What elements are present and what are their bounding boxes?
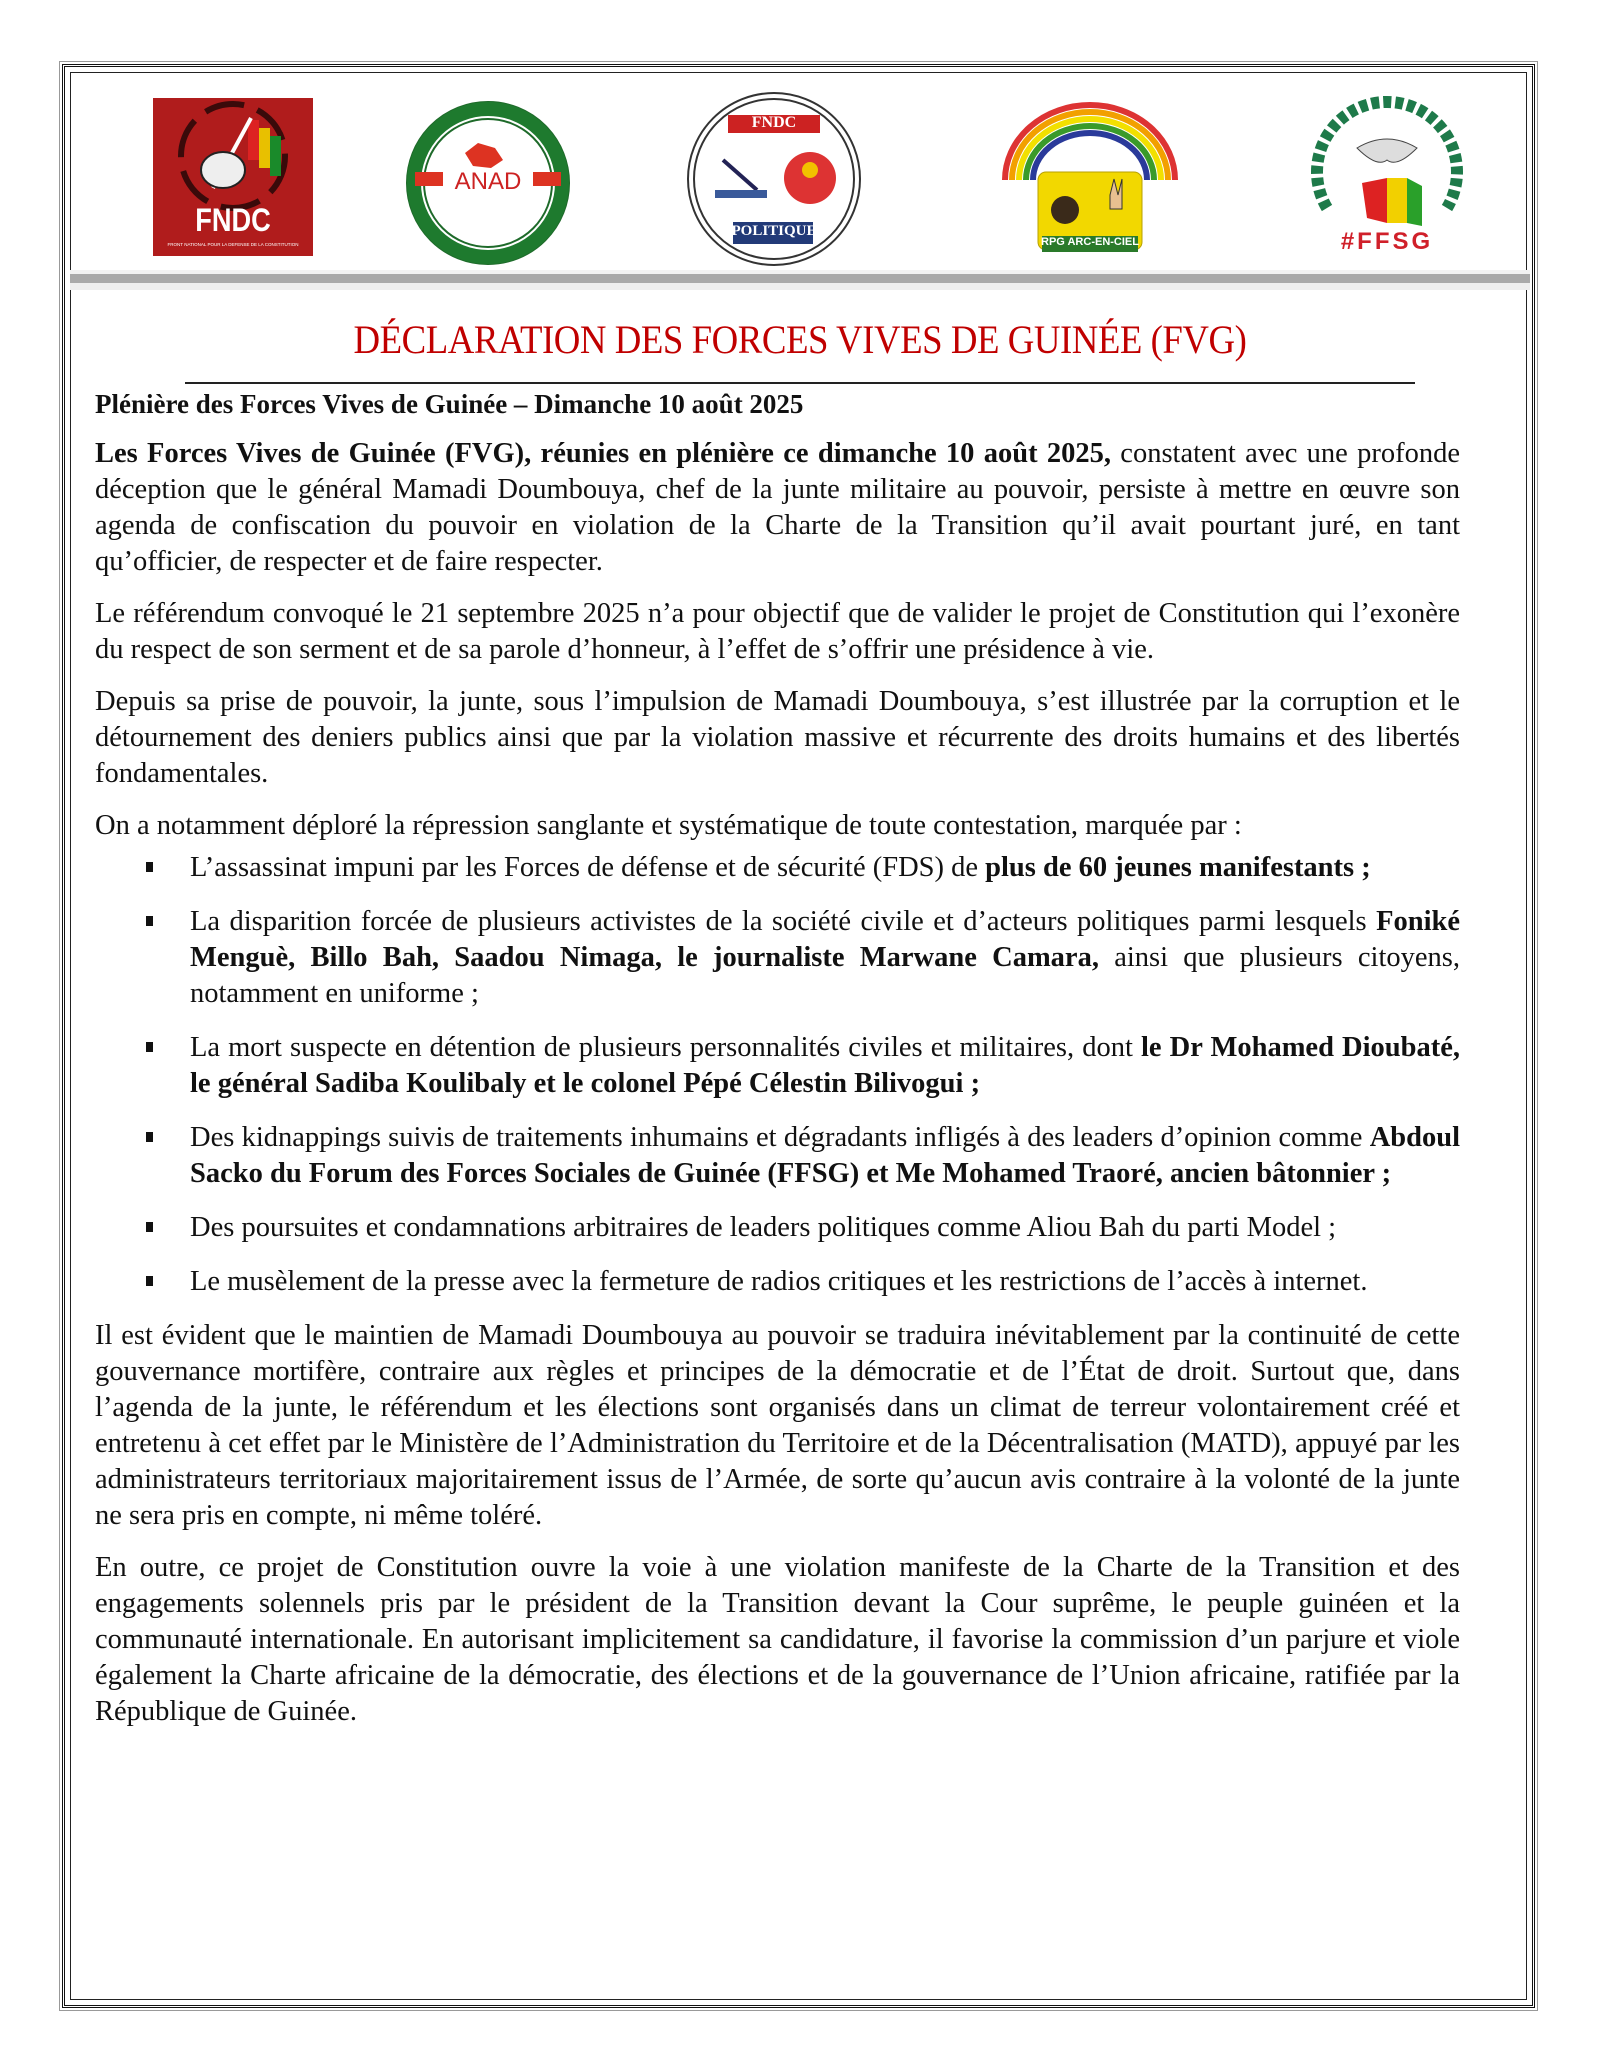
square-bullet-icon: [146, 1132, 153, 1142]
list-item: La mort suspecte en détention de plusieurs personnalités civiles et militaires, dont le Dr Mohamed Dioubaté, le général Sadiba Koulibaly et le colonel Pépé Célestin Bilivogui ;: [95, 1030, 1460, 1102]
paragraph-3: Depuis sa prise de pouvoir, la junte, sous l’impulsion de Mamadi Doumbouya, s’est illustrée par la corruption et le détournement des deniers publics ainsi que par la violation massive et récurrente des droits humains et des libertés fondamentales.: [95, 686, 1460, 789]
paragraph-1-text: constatent avec une profonde déception que le général Mamadi Doumbouya, chef de la junte militaire au pouvoir, persiste à mettre en œuvre son agenda de confiscation du pouvoir en violation de la Charte de la Transition qu’il avait pourtant juré, en tant qu’officier, de respecter et de faire respecter.: [95, 438, 1460, 577]
square-bullet-icon: [146, 1222, 153, 1232]
square-bullet-icon: [146, 916, 153, 926]
logo-anad: [403, 98, 573, 268]
logo-rpg-name: RPG ARC-EN-CIEL: [1041, 236, 1139, 248]
header-divider-band: [70, 270, 1530, 290]
logo-ffsg-name: #FFSG: [1340, 228, 1434, 255]
list-item: Des poursuites et condamnations arbitraires de leaders politiques comme Aliou Bah du parti Model ;: [95, 1210, 1460, 1246]
document-title: DÉCLARATION DES FORCES VIVES DE GUINÉE (FVG): [353, 317, 1247, 362]
logo-fndc-name: FNDC: [195, 202, 271, 238]
square-bullet-icon: [146, 862, 153, 872]
logo-rpg-arc-en-ciel: [990, 100, 1190, 260]
document-body: [95, 386, 1460, 1746]
square-bullet-icon: [146, 1042, 153, 1052]
list-item: Le musèlement de la presse avec la fermeture de radios critiques et les restrictions de l’accès à internet.: [95, 1264, 1460, 1300]
paragraph-1-bold: Les Forces Vives de Guinée (FVG), réunies en plénière ce dimanche 10 août 2025,: [95, 438, 1111, 469]
title-underline: [185, 382, 1415, 384]
list-item: Des kidnappings suivis de traitements inhumains et dégradants infligés à des leaders d’opinion comme Abdoul Sacko du Forum des Forces Sociales de Guinée (FFSG) et Me Mohamed Traoré, ancien bâtonnier ;: [95, 1120, 1460, 1192]
list-item: La disparition forcée de plusieurs activistes de la société civile et d’acteurs politiques parmi lesquels Foniké Menguè, Billo Bah, Saadou Nimaga, le journaliste Marwane Camara, ainsi que plusieurs citoyens, notamment en uniforme ;: [95, 904, 1460, 1012]
logo-fndc2-name: FNDC: [751, 114, 797, 131]
logo-anad-name: ANAD: [454, 168, 522, 195]
logo-ffsg: [1302, 88, 1472, 260]
logo-fndc: [153, 98, 313, 256]
paragraph-4: On a notamment déploré la répression sanglante et systématique de toute contestation, marquée par :: [95, 810, 1242, 841]
subheading: Plénière des Forces Vives de Guinée – Dimanche 10 août 2025: [95, 389, 804, 419]
square-bullet-icon: [146, 1276, 153, 1286]
bullet-list: [95, 850, 1460, 1300]
list-item: L’assassinat impuni par les Forces de défense et de sécurité (FDS) de plus de 60 jeunes manifestants ;: [95, 850, 1460, 886]
paragraph-2: Le référendum convoqué le 21 septembre 2025 n’a pour objectif que de valider le projet de Constitution qui l’exonère du respect de son serment et de sa parole d’honneur, à l’effet de s’offrir une présidence à vie.: [95, 598, 1460, 665]
logo-fndc-subtitle: FRONT NATIONAL POUR LA DEFENSE DE LA CONSTITUTION: [167, 242, 299, 247]
paragraph-1: [95, 436, 1460, 580]
paragraph-5: Il est évident que le maintien de Mamadi Doumbouya au pouvoir se traduira inévitablement par la continuité de cette gouvernance mortifère, contraire aux règles et principes de la démocratie et de l’État de droit. Surtout que, dans l’agenda de la junte, le référendum et les élections sont organisés dans un climat de terreur volontairement créé et entretenu à cet effet par le Ministère de l’Administration du Territoire et de la Décentralisation (MATD), appuyé par les administrateurs territoriaux majoritairement issus de l’Armée, de sorte qu’aucun avis contraire à la volonté de la junte ne sera pris en compte, ni même toléré.: [95, 1320, 1460, 1531]
logo-fndc2-subtitle: POLITIQUE: [731, 223, 817, 239]
logo-fndc-politique: [685, 90, 863, 268]
paragraph-6: En outre, ce projet de Constitution ouvre la voie à une violation manifeste de la Charte de la Transition et des engagements solennels pris par le président de la Transition devant la Cour suprême, le peuple guinéen et la communauté internationale. En autorisant implicitement sa candidature, il favorise la commission d’un parjure et viole également la Charte africaine de la démocratie, des élections et de la gouvernance de l’Union africaine, ratifiée par la République de Guinée.: [95, 1552, 1460, 1727]
logo-banner: [70, 88, 1530, 268]
